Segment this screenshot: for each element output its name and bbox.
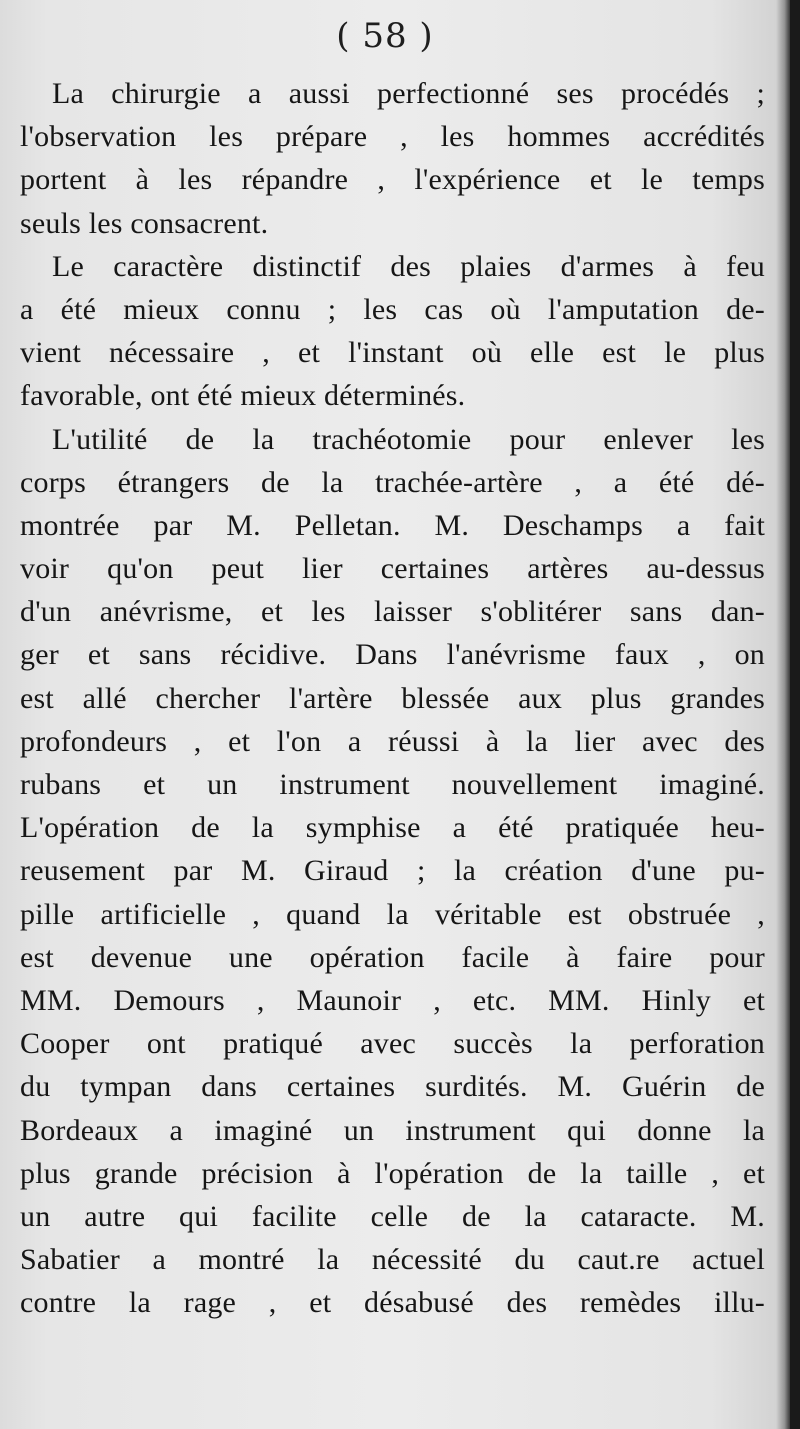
text-line: L'utilité de la trachéotomie pour enlever les [52, 422, 765, 456]
text-line: Cooper ont pratiqué avec succès la perforation [20, 1027, 765, 1061]
text-line: contre la rage , et désabusé des remèdes illu- [20, 1286, 765, 1320]
page-number: ( 58 ) [336, 16, 434, 56]
text-line: l'observation les prépare , les hommes accrédités [20, 120, 765, 154]
text-line: du tympan dans certaines surdités. M. Guérin de [20, 1070, 765, 1104]
text-line: pille artificielle , quand la véritable est obstruée , [20, 897, 765, 931]
text-line: seuls les consacrent. [20, 206, 269, 240]
page-edge-shadow [776, 0, 790, 1429]
text-line: rubans et un instrument nouvellement imaginé. [20, 768, 765, 801]
body-text [20, 72, 765, 1324]
text-line: un autre qui facilite celle de la cataracte. M. [20, 1199, 765, 1233]
text-line: a été mieux connu ; les cas où l'amputation de- [20, 292, 765, 326]
text-line: ger et sans récidive. Dans l'anévrisme faux , on [20, 638, 765, 672]
text-line: plus grande précision à l'opération de la taille , et [20, 1156, 765, 1190]
book-gutter [790, 0, 800, 1429]
text-line: d'un anévrisme, et les laisser s'oblitérer sans dan- [20, 595, 765, 629]
text-line: est allé chercher l'artère blessée aux plus grandes [20, 681, 765, 715]
text-line: La chirurgie a aussi perfectionné ses procédés ; [52, 77, 765, 110]
text-line: portent à les répandre , l'expérience et le temps [20, 163, 765, 197]
text-line: favorable, ont été mieux déterminés. [20, 379, 466, 413]
paragraph [20, 245, 765, 418]
text-line: profondeurs , et l'on a réussi à la lier avec des [20, 724, 765, 758]
text-line: Bordeaux a imaginé un instrument qui donne la [20, 1113, 765, 1147]
text-line: L'opération de la symphise a été pratiquée heu- [20, 811, 765, 845]
text-line: montrée par M. Pelletan. M. Deschamps a fait [20, 508, 765, 542]
paragraph [20, 418, 765, 1325]
text-line: est devenue une opération facile à faire pour [20, 940, 765, 974]
text-line: vient nécessaire , et l'instant où elle est le plus [20, 336, 765, 370]
text-line: voir qu'on peut lier certaines artères au-dessus [20, 552, 765, 586]
text-line: Sabatier a montré la nécessité du caut.re actuel [20, 1243, 765, 1277]
paragraph [20, 72, 765, 245]
text-line: reusement par M. Giraud ; la création d'une pu- [20, 854, 765, 888]
text-line: MM. Demours , Maunoir , etc. MM. Hinly et [20, 983, 765, 1017]
text-line: corps étrangers de la trachée-artère , a été dé- [20, 465, 765, 499]
text-line: Le caractère distinctif des plaies d'armes à feu [52, 249, 765, 283]
